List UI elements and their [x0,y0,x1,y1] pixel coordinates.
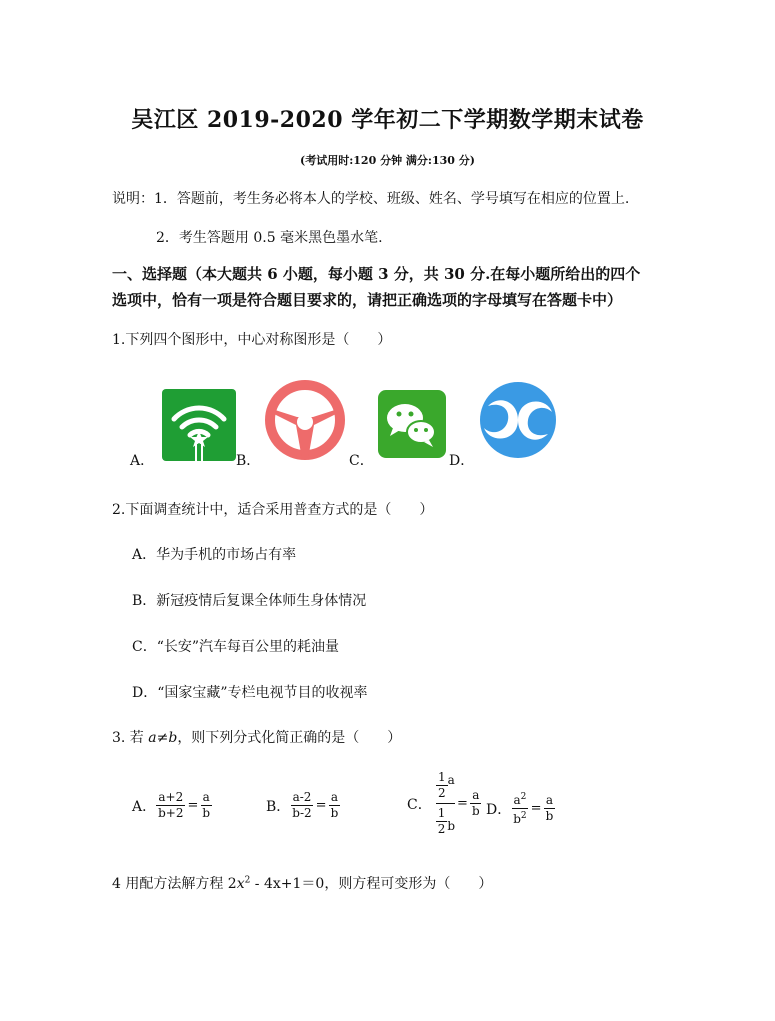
section-heading-line-1: 一、选择题（本大题共 6 小题，每小题 3 分，共 30 分.在每小题所给出的四个 [112,265,641,283]
q1-option-a-label: A． [130,453,155,469]
page-title: 吴江区 2019-2020 学年初二下学期数学期末试卷 [131,107,644,133]
q3-option-b: B． $\frac{a-2}{b-2}$ = $\frac{a}{b}$ [266,790,339,820]
q1-option-b-label: B． [236,453,261,469]
q2-option-b: B．新冠疫情后复课全体师生身体情况 [132,593,367,609]
q1-option-d-label: D． [449,453,475,469]
q3-option-a: A． $\frac{a+2}{b+2}$ = $\frac{a}{b}$ [132,790,211,820]
fraction: $\frac{a}{b}$ [471,788,480,818]
q1-option-c-label: C． [349,453,374,469]
blue-swirl-icon [478,380,558,460]
section-heading-line-2: 选项中，恰有一项是符合题目要求的，请把正确选项的字母填写在答题卡中） [112,291,623,309]
exam-info: (考试用时:120 分钟 满分:130 分) [300,154,475,167]
compound-fraction: $\frac{1}{2}$ a $\frac{1}{2}$ b [437,770,456,836]
fraction: $\frac{a}{b}$ [330,790,339,820]
note-2: 2．考生答题用 0.5 毫米黑色墨水笔. [156,230,383,246]
q3-option-c: C． $\frac{1}{2}$ a $\frac{1}{2}$ b = $\frac{a}{b}$ [407,770,480,836]
q3-stem: 3. 若 a≠b，则下列分式化简正确的是（ ） [112,730,402,746]
q3-option-d: D． $\frac{a^2}{b^2}$ = $\frac{a}{b}$ [486,792,554,826]
fraction: $\frac{a}{b}$ [545,793,554,823]
steering-wheel-icon [264,379,346,461]
note-1: 说明：1．答题前，考生务必将本人的学校、班级、姓名、学号填写在相应的位置上. [112,191,630,207]
fraction: $\frac{a^2}{b^2}$ [513,792,527,826]
fraction: $\frac{a}{b}$ [202,790,211,820]
q2-stem: 2.下面调查统计中，适合采用普查方式的是（ ） [112,502,434,518]
q2-option-a: A．华为手机的市场占有率 [132,547,297,563]
fraction: $\frac{a-2}{b-2}$ [292,790,312,820]
wechat-icon [378,390,446,458]
fraction: $\frac{a+2}{b+2}$ [158,790,184,820]
q4-stem: 4 用配方法解方程 $2x^2 - 4x+1=0$，则方程可变形为（ ） [112,875,493,892]
q2-option-d: D．“国家宝藏”专栏电视节目的收视率 [132,685,368,701]
q1-stem: 1.下列四个图形中，中心对称图形是（ ） [112,332,392,348]
wifi-icon [162,389,236,461]
q2-option-c: C．“长安”汽车每百公里的耗油量 [132,639,340,655]
